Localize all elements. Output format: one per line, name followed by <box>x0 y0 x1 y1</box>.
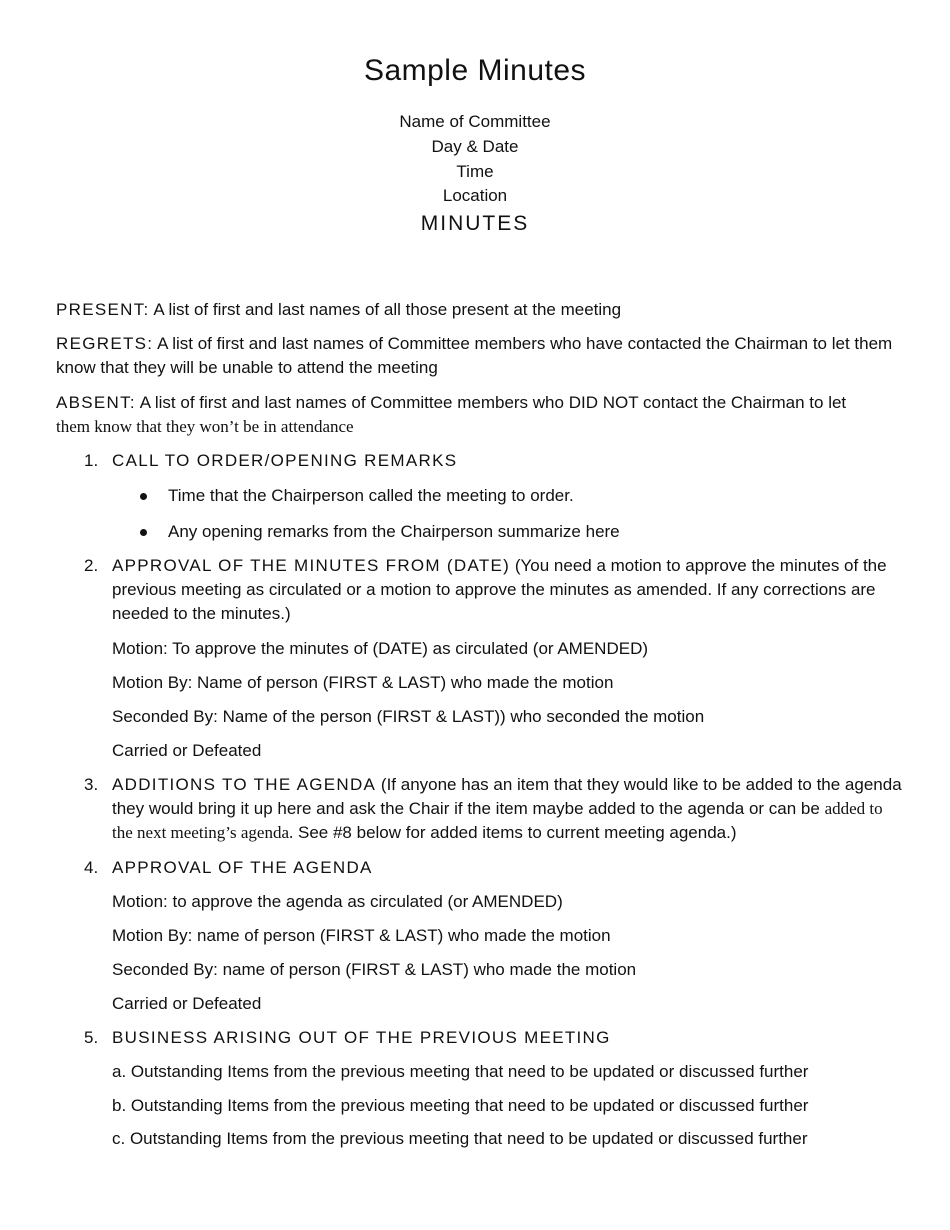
list-item: Time that the Chairperson called the meeting to order. <box>168 486 574 505</box>
item-number: 5. <box>84 1028 99 1047</box>
outstanding-item: c. Outstanding Items from the previous meeting that need to be updated or discussed further <box>112 1129 808 1148</box>
outstanding-item: b. Outstanding Items from the previous meeting that need to be updated or discussed further <box>112 1096 809 1115</box>
regrets-label: REGRETS: <box>56 334 154 353</box>
bullet-icon <box>140 492 150 502</box>
outstanding-item: a. Outstanding Items from the previous meeting that need to be updated or discussed further <box>112 1062 809 1081</box>
list-item: Any opening remarks from the Chairperson summarize here <box>168 522 620 541</box>
motion-line: Motion: To approve the minutes of (DATE) as circulated (or AMENDED) <box>112 639 649 658</box>
item-note: (You need a motion to approve the minutes of the previous meeting as circulated or a motion to approve the minutes as amended. If any corrections are needed to the minutes.) <box>112 556 887 623</box>
absent-text: A list of first and last names of Committee members who DID NOT contact the Chairman to let <box>135 393 847 412</box>
bullet-icon <box>140 528 150 538</box>
present-label: PRESENT: <box>56 300 150 319</box>
motion-by-line: Motion By: name of person (FIRST & LAST) who made the motion <box>112 926 611 945</box>
absent-text-line2: them know that they won’t be in attendance <box>56 417 354 436</box>
regrets-paragraph <box>56 332 901 380</box>
item-note: (If anyone has an item that they would like to be added to the agenda they would bring it up here and ask the Chair if the item maybe added to the agenda or can be <box>112 775 902 818</box>
item-heading-call-to-order: CALL TO ORDER/OPENING REMARKS <box>112 451 458 470</box>
present-paragraph <box>56 298 901 322</box>
item-heading-approval-of-agenda: APPROVAL OF THE AGENDA <box>112 858 373 877</box>
carried-line: Carried or Defeated <box>112 994 262 1013</box>
seconded-by-line: Seconded By: Name of the person (FIRST & LAST)) who seconded the motion <box>112 707 705 726</box>
item-heading-additions-to-agenda: ADDITIONS TO THE AGENDA <box>112 775 377 794</box>
item-number: 1. <box>84 451 99 470</box>
motion-by-line: Motion By: Name of person (FIRST & LAST) who made the motion <box>112 673 614 692</box>
item-number: 3. <box>84 775 99 794</box>
motion-line: Motion: to approve the agenda as circulated (or AMENDED) <box>112 892 563 911</box>
item-number: 2. <box>84 556 99 575</box>
meeting-day-date: Day & Date <box>431 137 519 156</box>
minutes-heading: MINUTES <box>420 212 530 235</box>
item-additions-to-agenda <box>112 773 902 845</box>
absent-paragraph <box>56 391 901 439</box>
item-approval-of-minutes <box>112 554 902 626</box>
committee-name: Name of Committee <box>399 112 551 131</box>
document-title: Sample Minutes <box>363 54 587 87</box>
item-heading-business-arising: BUSINESS ARISING OUT OF THE PREVIOUS MEETING <box>112 1028 611 1047</box>
item-note-serif: added to the next meeting’s agenda. <box>112 799 883 842</box>
meeting-time: Time <box>456 162 494 181</box>
item-heading-approval-of-minutes: APPROVAL OF THE MINUTES FROM (DATE) <box>112 556 511 575</box>
item-note-end: See #8 below for added items to current meeting agenda.) <box>293 823 737 842</box>
meeting-location: Location <box>442 186 508 205</box>
item-number: 4. <box>84 858 99 877</box>
absent-label: ABSENT: <box>56 393 136 412</box>
present-text: A list of first and last names of all those present at the meeting <box>149 300 622 319</box>
carried-line: Carried or Defeated <box>112 741 262 760</box>
seconded-by-line: Seconded By: name of person (FIRST & LAST) who made the motion <box>112 960 637 979</box>
regrets-text: A list of first and last names of Committee members who have contacted the Chairman to let them know that they will be unable to attend the meeting <box>56 334 893 377</box>
